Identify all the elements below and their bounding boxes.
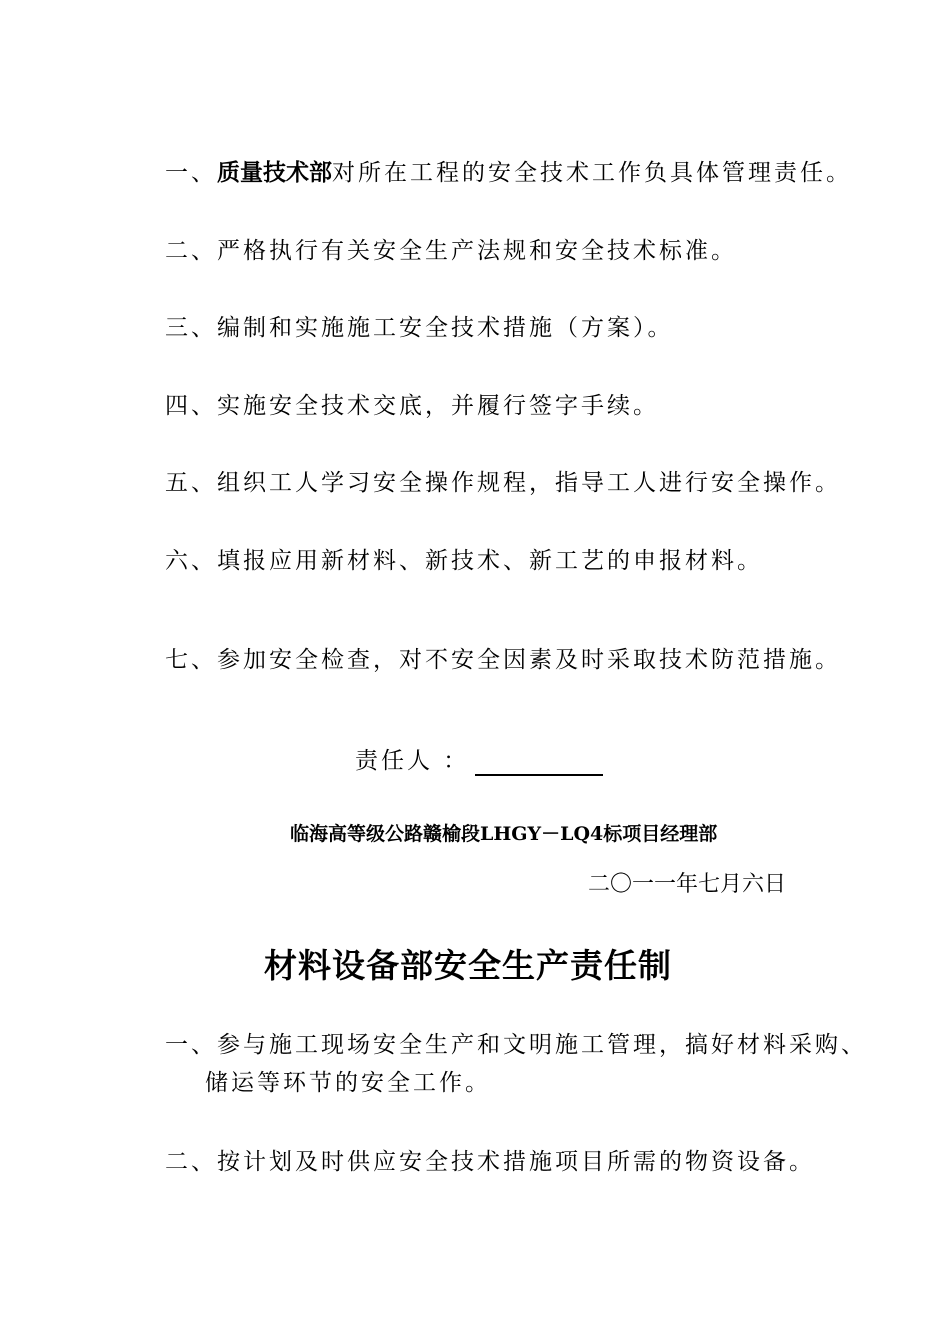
signature-blank bbox=[475, 750, 603, 776]
duty-item-5: 五、组织工人学习安全操作规程，指导工人进行安全操作。 bbox=[165, 470, 841, 496]
section-heading: 材料设备部安全生产责任制 bbox=[264, 946, 672, 985]
duty-item-1-text: 对所在工程的安全技术工作负具体管理责任。 bbox=[332, 160, 852, 186]
duty-item-1 bbox=[165, 158, 852, 188]
material-item-2: 二、按计划及时供应安全技术措施项目所需的物资设备。 bbox=[165, 1149, 815, 1175]
duty-item-4: 四、实施安全技术交底，并履行签字手续。 bbox=[165, 393, 659, 419]
material-item-1-line-1: 一、参与施工现场安全生产和文明施工管理，搞好材料采购、 bbox=[165, 1032, 867, 1058]
duty-item-7: 七、参加安全检查，对不安全因素及时采取技术防范措施。 bbox=[165, 647, 841, 673]
department-name: 质量技术部 bbox=[217, 160, 332, 186]
duty-item-1-number: 一、 bbox=[165, 160, 217, 186]
signature-line bbox=[355, 746, 603, 776]
signature-label: 责任人 ： bbox=[355, 748, 470, 774]
duty-item-3: 三、编制和实施施工安全技术措施（方案）。 bbox=[165, 315, 674, 341]
duty-item-2: 二、严格执行有关安全生产法规和安全技术标准。 bbox=[165, 238, 737, 264]
duty-item-6: 六、填报应用新材料、新技术、新工艺的申报材料。 bbox=[165, 548, 763, 574]
material-item-1-line-2: 储运等环节的安全工作。 bbox=[205, 1070, 491, 1096]
organization-name: 临海高等级公路赣榆段LHGY－LQ4标项目经理部 bbox=[290, 823, 718, 845]
document-date: 二〇一一年七月六日 bbox=[588, 872, 787, 897]
